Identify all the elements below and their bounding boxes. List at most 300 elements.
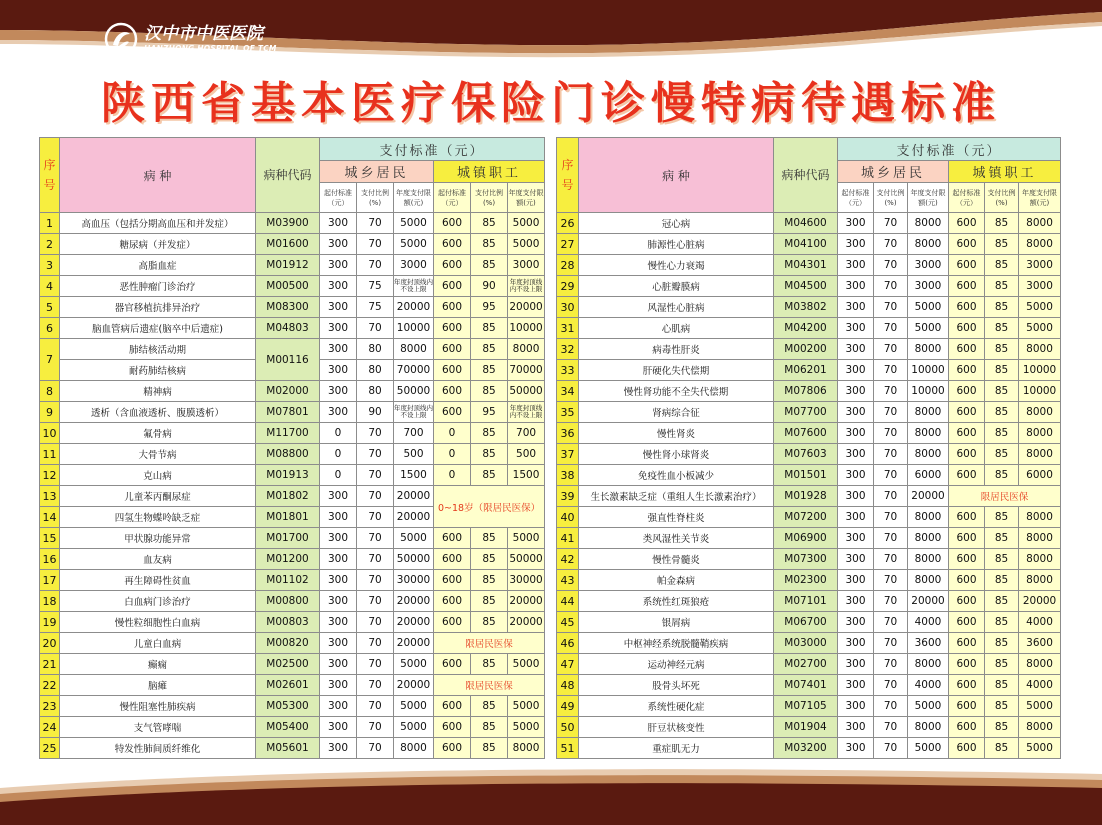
rural-limit: 50000 bbox=[394, 549, 434, 570]
row-number: 5 bbox=[40, 297, 60, 318]
urban-limit: 8000 bbox=[1019, 402, 1061, 423]
urban-limit: 8000 bbox=[1019, 717, 1061, 738]
disease-name: 帕金森病 bbox=[579, 570, 774, 591]
urban-limit: 年度封顶线内不设上限 bbox=[508, 402, 545, 423]
disease-name: 氟骨病 bbox=[60, 423, 256, 444]
rural-limit: 5000 bbox=[394, 528, 434, 549]
urban-deductible: 600 bbox=[434, 717, 471, 738]
disease-name: 再生障碍性贫血 bbox=[60, 570, 256, 591]
rural-limit: 8000 bbox=[908, 549, 949, 570]
urban-limit: 5000 bbox=[508, 213, 545, 234]
rural-ratio: 70 bbox=[874, 738, 908, 759]
rural-deductible: 300 bbox=[320, 549, 357, 570]
row-number: 8 bbox=[40, 381, 60, 402]
hospital-name-en: HANZHONG HOSPITAL OF TCM bbox=[144, 43, 277, 53]
urban-limit: 20000 bbox=[508, 297, 545, 318]
disease-name: 四氢生物蝶呤缺乏症 bbox=[60, 507, 256, 528]
disease-name: 免疫性血小板减少 bbox=[579, 465, 774, 486]
disease-code: M06900 bbox=[774, 528, 838, 549]
urban-limit: 8000 bbox=[1019, 549, 1061, 570]
disease-code: M05601 bbox=[256, 738, 320, 759]
table-row bbox=[557, 507, 1061, 528]
urban-ratio: 85 bbox=[985, 318, 1019, 339]
urban-limit: 30000 bbox=[508, 570, 545, 591]
disease-code: M07801 bbox=[256, 402, 320, 423]
rural-deductible: 300 bbox=[838, 402, 874, 423]
urban-ratio: 85 bbox=[471, 255, 508, 276]
urban-limit: 4000 bbox=[1019, 675, 1061, 696]
rural-ratio: 70 bbox=[357, 465, 394, 486]
urban-ratio: 85 bbox=[471, 234, 508, 255]
row-number: 47 bbox=[557, 654, 579, 675]
table-row bbox=[557, 444, 1061, 465]
urban-limit: 3000 bbox=[508, 255, 545, 276]
header-deductible: 起付标准（元） bbox=[838, 183, 874, 213]
urban-limit: 20000 bbox=[508, 591, 545, 612]
table-row bbox=[40, 717, 545, 738]
rural-ratio: 70 bbox=[357, 717, 394, 738]
urban-ratio: 85 bbox=[471, 381, 508, 402]
disease-code: M01700 bbox=[256, 528, 320, 549]
urban-deductible: 600 bbox=[434, 255, 471, 276]
row-number: 43 bbox=[557, 570, 579, 591]
disease-code: M01801 bbox=[256, 507, 320, 528]
disease-code: M03900 bbox=[256, 213, 320, 234]
rural-ratio: 70 bbox=[874, 717, 908, 738]
row-number: 44 bbox=[557, 591, 579, 612]
rural-deductible: 300 bbox=[838, 381, 874, 402]
row-number: 36 bbox=[557, 423, 579, 444]
disease-name: 股骨头坏死 bbox=[579, 675, 774, 696]
table-row bbox=[40, 486, 545, 507]
disease-code: M00116 bbox=[256, 339, 320, 381]
row-number: 46 bbox=[557, 633, 579, 654]
disease-name: 银屑病 bbox=[579, 612, 774, 633]
rural-limit: 5000 bbox=[908, 696, 949, 717]
urban-deductible: 600 bbox=[949, 213, 985, 234]
disease-name: 高血压（包括分期高血压和并发症） bbox=[60, 213, 256, 234]
rural-ratio: 90 bbox=[357, 402, 394, 423]
disease-name: 糖尿病（并发症） bbox=[60, 234, 256, 255]
urban-deductible: 600 bbox=[949, 528, 985, 549]
row-number: 3 bbox=[40, 255, 60, 276]
urban-limit: 10000 bbox=[1019, 360, 1061, 381]
rural-ratio: 70 bbox=[357, 507, 394, 528]
rural-ratio: 75 bbox=[357, 297, 394, 318]
rural-limit: 8000 bbox=[908, 654, 949, 675]
urban-deductible: 600 bbox=[949, 654, 985, 675]
disease-name: 恶性肿瘤门诊治疗 bbox=[60, 276, 256, 297]
rural-deductible: 300 bbox=[320, 318, 357, 339]
urban-deductible: 600 bbox=[949, 675, 985, 696]
rural-limit: 4000 bbox=[908, 612, 949, 633]
rural-ratio: 70 bbox=[357, 213, 394, 234]
table-row bbox=[40, 528, 545, 549]
table-row bbox=[557, 675, 1061, 696]
header-deductible: 起付标准（元） bbox=[434, 183, 471, 213]
rural-deductible: 300 bbox=[838, 591, 874, 612]
header-annual-limit: 年度支付限额(元) bbox=[508, 183, 545, 213]
disease-code: M07700 bbox=[774, 402, 838, 423]
rural-ratio: 70 bbox=[874, 570, 908, 591]
right-standards-table bbox=[556, 137, 1060, 759]
header-seq: 序号 bbox=[557, 138, 579, 213]
header-deductible: 起付标准（元） bbox=[949, 183, 985, 213]
urban-deductible: 600 bbox=[949, 276, 985, 297]
header-disease: 病 种 bbox=[60, 138, 256, 213]
rural-limit: 20000 bbox=[394, 507, 434, 528]
row-number: 35 bbox=[557, 402, 579, 423]
row-number: 13 bbox=[40, 486, 60, 507]
rural-limit: 20000 bbox=[908, 486, 949, 507]
header-rural-residents: 城乡居民 bbox=[320, 161, 434, 183]
urban-ratio: 85 bbox=[985, 276, 1019, 297]
urban-limit: 700 bbox=[508, 423, 545, 444]
rural-limit: 3000 bbox=[394, 255, 434, 276]
rural-limit: 20000 bbox=[394, 612, 434, 633]
disease-name: 特发性肺间质纤维化 bbox=[60, 738, 256, 759]
bottom-banner-graphic bbox=[0, 758, 1102, 825]
urban-limit: 20000 bbox=[1019, 591, 1061, 612]
urban-ratio: 85 bbox=[985, 675, 1019, 696]
header-annual-limit: 年度支付限额(元) bbox=[908, 183, 949, 213]
rural-ratio: 70 bbox=[874, 465, 908, 486]
bottom-banner bbox=[0, 758, 1102, 825]
rural-limit: 8000 bbox=[394, 738, 434, 759]
urban-ratio: 90 bbox=[471, 276, 508, 297]
urban-deductible: 0 bbox=[434, 423, 471, 444]
rural-ratio: 70 bbox=[357, 255, 394, 276]
rural-limit: 20000 bbox=[908, 591, 949, 612]
row-number: 39 bbox=[557, 486, 579, 507]
urban-ratio: 85 bbox=[471, 612, 508, 633]
disease-code: M01802 bbox=[256, 486, 320, 507]
disease-name: 系统性硬化症 bbox=[579, 696, 774, 717]
disease-name: 心脏瓣膜病 bbox=[579, 276, 774, 297]
urban-deductible: 600 bbox=[949, 297, 985, 318]
table-row bbox=[40, 549, 545, 570]
urban-ratio: 85 bbox=[471, 549, 508, 570]
row-number: 21 bbox=[40, 654, 60, 675]
disease-code: M00820 bbox=[256, 633, 320, 654]
disease-code: M03200 bbox=[774, 738, 838, 759]
disease-name: 肝硬化失代偿期 bbox=[579, 360, 774, 381]
urban-deductible: 600 bbox=[949, 612, 985, 633]
urban-ratio: 85 bbox=[985, 549, 1019, 570]
rural-deductible: 300 bbox=[838, 549, 874, 570]
row-number: 12 bbox=[40, 465, 60, 486]
urban-ratio: 85 bbox=[471, 444, 508, 465]
table-row bbox=[40, 339, 545, 360]
disease-name: 精神病 bbox=[60, 381, 256, 402]
rural-limit: 10000 bbox=[908, 360, 949, 381]
rural-deductible: 300 bbox=[838, 465, 874, 486]
row-number: 32 bbox=[557, 339, 579, 360]
rural-deductible: 300 bbox=[838, 612, 874, 633]
urban-deductible: 600 bbox=[434, 591, 471, 612]
urban-deductible: 600 bbox=[949, 717, 985, 738]
header-ratio: 支付比例(%) bbox=[357, 183, 394, 213]
urban-limit: 8000 bbox=[1019, 444, 1061, 465]
table-row bbox=[557, 528, 1061, 549]
row-number: 16 bbox=[40, 549, 60, 570]
rural-deductible: 300 bbox=[320, 381, 357, 402]
urban-note: 限居民医保 bbox=[434, 633, 545, 654]
urban-deductible: 0 bbox=[434, 465, 471, 486]
row-number: 19 bbox=[40, 612, 60, 633]
urban-ratio: 85 bbox=[985, 633, 1019, 654]
table-row bbox=[557, 696, 1061, 717]
urban-note: 限居民医保 bbox=[949, 486, 1061, 507]
urban-ratio: 85 bbox=[985, 339, 1019, 360]
urban-deductible: 600 bbox=[949, 402, 985, 423]
row-number: 24 bbox=[40, 717, 60, 738]
urban-ratio: 85 bbox=[985, 738, 1019, 759]
rural-deductible: 300 bbox=[838, 570, 874, 591]
urban-ratio: 85 bbox=[985, 507, 1019, 528]
disease-name: 冠心病 bbox=[579, 213, 774, 234]
urban-limit: 8000 bbox=[508, 339, 545, 360]
table-row bbox=[557, 339, 1061, 360]
rural-ratio: 80 bbox=[357, 339, 394, 360]
urban-note: 0~18岁（限居民医保） bbox=[434, 486, 545, 528]
table-row bbox=[40, 738, 545, 759]
rural-ratio: 70 bbox=[874, 444, 908, 465]
row-number: 15 bbox=[40, 528, 60, 549]
urban-ratio: 85 bbox=[471, 360, 508, 381]
disease-code: M01928 bbox=[774, 486, 838, 507]
urban-ratio: 85 bbox=[985, 402, 1019, 423]
rural-ratio: 70 bbox=[874, 423, 908, 444]
urban-deductible: 600 bbox=[949, 465, 985, 486]
urban-limit: 500 bbox=[508, 444, 545, 465]
rural-deductible: 300 bbox=[320, 339, 357, 360]
urban-ratio: 85 bbox=[985, 591, 1019, 612]
urban-ratio: 85 bbox=[471, 591, 508, 612]
table-row bbox=[40, 465, 545, 486]
rural-deductible: 300 bbox=[838, 528, 874, 549]
rural-ratio: 70 bbox=[874, 402, 908, 423]
urban-ratio: 85 bbox=[985, 528, 1019, 549]
row-number: 20 bbox=[40, 633, 60, 654]
rural-ratio: 70 bbox=[357, 591, 394, 612]
disease-name: 慢性骨髓炎 bbox=[579, 549, 774, 570]
rural-deductible: 300 bbox=[838, 717, 874, 738]
table-row bbox=[40, 633, 545, 654]
rural-deductible: 300 bbox=[838, 276, 874, 297]
urban-ratio: 85 bbox=[985, 360, 1019, 381]
table-row bbox=[557, 549, 1061, 570]
disease-code: M01200 bbox=[256, 549, 320, 570]
header-code: 病种代码 bbox=[774, 138, 838, 213]
urban-ratio: 95 bbox=[471, 297, 508, 318]
disease-code: M07401 bbox=[774, 675, 838, 696]
table-row bbox=[557, 465, 1061, 486]
table-row bbox=[557, 381, 1061, 402]
urban-deductible: 600 bbox=[949, 318, 985, 339]
disease-name: 运动神经元病 bbox=[579, 654, 774, 675]
disease-code: M05300 bbox=[256, 696, 320, 717]
urban-limit: 20000 bbox=[508, 612, 545, 633]
rural-ratio: 70 bbox=[357, 318, 394, 339]
disease-code: M06700 bbox=[774, 612, 838, 633]
rural-limit: 5000 bbox=[394, 213, 434, 234]
rural-ratio: 70 bbox=[357, 423, 394, 444]
rural-limit: 700 bbox=[394, 423, 434, 444]
disease-name: 克山病 bbox=[60, 465, 256, 486]
rural-deductible: 300 bbox=[320, 738, 357, 759]
urban-deductible: 600 bbox=[949, 507, 985, 528]
table-row bbox=[557, 486, 1061, 507]
row-number: 29 bbox=[557, 276, 579, 297]
disease-code: M02000 bbox=[256, 381, 320, 402]
row-number: 7 bbox=[40, 339, 60, 381]
urban-deductible: 600 bbox=[434, 612, 471, 633]
header-ratio: 支付比例(%) bbox=[471, 183, 508, 213]
rural-deductible: 300 bbox=[838, 360, 874, 381]
urban-deductible: 600 bbox=[434, 738, 471, 759]
row-number: 51 bbox=[557, 738, 579, 759]
disease-name: 肾病综合征 bbox=[579, 402, 774, 423]
table-row bbox=[557, 570, 1061, 591]
urban-limit: 5000 bbox=[1019, 318, 1061, 339]
rural-limit: 5000 bbox=[394, 654, 434, 675]
disease-name: 慢性肾炎 bbox=[579, 423, 774, 444]
urban-deductible: 600 bbox=[949, 696, 985, 717]
urban-ratio: 85 bbox=[985, 381, 1019, 402]
rural-limit: 年度封顶线内不设上限 bbox=[394, 402, 434, 423]
header-payment-standard: 支付标准（元） bbox=[320, 138, 545, 161]
rural-limit: 8000 bbox=[908, 444, 949, 465]
disease-code: M04600 bbox=[774, 213, 838, 234]
row-number: 23 bbox=[40, 696, 60, 717]
row-number: 30 bbox=[557, 297, 579, 318]
row-number: 31 bbox=[557, 318, 579, 339]
rural-ratio: 75 bbox=[357, 276, 394, 297]
urban-ratio: 85 bbox=[471, 738, 508, 759]
urban-ratio: 85 bbox=[471, 654, 508, 675]
disease-name: 器官移植抗排异治疗 bbox=[60, 297, 256, 318]
rural-deductible: 300 bbox=[320, 612, 357, 633]
table-row bbox=[557, 318, 1061, 339]
urban-limit: 10000 bbox=[508, 318, 545, 339]
disease-name: 大骨节病 bbox=[60, 444, 256, 465]
table-row bbox=[40, 255, 545, 276]
urban-deductible: 600 bbox=[434, 654, 471, 675]
rural-ratio: 70 bbox=[874, 234, 908, 255]
urban-limit: 1500 bbox=[508, 465, 545, 486]
rural-limit: 8000 bbox=[908, 423, 949, 444]
header-annual-limit: 年度支付限额(元) bbox=[394, 183, 434, 213]
rural-ratio: 70 bbox=[874, 381, 908, 402]
urban-limit: 70000 bbox=[508, 360, 545, 381]
rural-ratio: 70 bbox=[357, 675, 394, 696]
row-number: 25 bbox=[40, 738, 60, 759]
table-row bbox=[40, 612, 545, 633]
urban-ratio: 85 bbox=[985, 234, 1019, 255]
row-number: 41 bbox=[557, 528, 579, 549]
urban-deductible: 600 bbox=[949, 738, 985, 759]
disease-code: M01102 bbox=[256, 570, 320, 591]
disease-name: 强直性脊柱炎 bbox=[579, 507, 774, 528]
table-row bbox=[40, 381, 545, 402]
row-number: 9 bbox=[40, 402, 60, 423]
table-row bbox=[40, 297, 545, 318]
rural-ratio: 70 bbox=[874, 654, 908, 675]
rural-limit: 5000 bbox=[908, 297, 949, 318]
header-ratio: 支付比例(%) bbox=[874, 183, 908, 213]
urban-ratio: 85 bbox=[985, 255, 1019, 276]
disease-name: 重症肌无力 bbox=[579, 738, 774, 759]
rural-limit: 50000 bbox=[394, 381, 434, 402]
urban-limit: 5000 bbox=[508, 654, 545, 675]
disease-name: 慢性阻塞性肺疾病 bbox=[60, 696, 256, 717]
row-number: 28 bbox=[557, 255, 579, 276]
disease-name: 脑血管病后遗症(脑卒中后遗症) bbox=[60, 318, 256, 339]
table-row bbox=[557, 591, 1061, 612]
disease-code: M00200 bbox=[774, 339, 838, 360]
urban-limit: 50000 bbox=[508, 549, 545, 570]
rural-limit: 8000 bbox=[908, 717, 949, 738]
row-number: 49 bbox=[557, 696, 579, 717]
disease-name: 血友病 bbox=[60, 549, 256, 570]
disease-name: 癫痫 bbox=[60, 654, 256, 675]
rural-ratio: 70 bbox=[357, 738, 394, 759]
rural-limit: 70000 bbox=[394, 360, 434, 381]
rural-ratio: 70 bbox=[874, 612, 908, 633]
disease-name: 慢性肾小球肾炎 bbox=[579, 444, 774, 465]
rural-deductible: 300 bbox=[320, 654, 357, 675]
table-row bbox=[40, 276, 545, 297]
disease-code: M03802 bbox=[774, 297, 838, 318]
urban-ratio: 85 bbox=[985, 654, 1019, 675]
disease-name: 白血病门诊治疗 bbox=[60, 591, 256, 612]
urban-limit: 5000 bbox=[1019, 738, 1061, 759]
disease-code: M08300 bbox=[256, 297, 320, 318]
urban-ratio: 85 bbox=[471, 717, 508, 738]
row-number: 14 bbox=[40, 507, 60, 528]
urban-deductible: 600 bbox=[949, 549, 985, 570]
urban-deductible: 600 bbox=[949, 633, 985, 654]
table-row bbox=[40, 213, 545, 234]
rural-limit: 5000 bbox=[394, 717, 434, 738]
rural-deductible: 300 bbox=[320, 360, 357, 381]
header-code: 病种代码 bbox=[256, 138, 320, 213]
table-row bbox=[40, 318, 545, 339]
urban-ratio: 85 bbox=[471, 696, 508, 717]
rural-ratio: 70 bbox=[874, 213, 908, 234]
rural-deductible: 300 bbox=[320, 213, 357, 234]
urban-deductible: 600 bbox=[434, 318, 471, 339]
urban-deductible: 600 bbox=[434, 213, 471, 234]
header-annual-limit: 年度支付限额(元) bbox=[1019, 183, 1061, 213]
header-rural-residents: 城乡居民 bbox=[838, 161, 949, 183]
rural-limit: 8000 bbox=[394, 339, 434, 360]
table-row bbox=[557, 717, 1061, 738]
rural-deductible: 300 bbox=[320, 696, 357, 717]
rural-ratio: 70 bbox=[874, 633, 908, 654]
disease-code: M07600 bbox=[774, 423, 838, 444]
rural-ratio: 70 bbox=[357, 528, 394, 549]
rural-ratio: 70 bbox=[874, 276, 908, 297]
urban-ratio: 85 bbox=[985, 213, 1019, 234]
disease-code: M06201 bbox=[774, 360, 838, 381]
row-number: 4 bbox=[40, 276, 60, 297]
urban-ratio: 85 bbox=[471, 423, 508, 444]
disease-code: M01600 bbox=[256, 234, 320, 255]
row-number: 1 bbox=[40, 213, 60, 234]
table-row bbox=[40, 234, 545, 255]
